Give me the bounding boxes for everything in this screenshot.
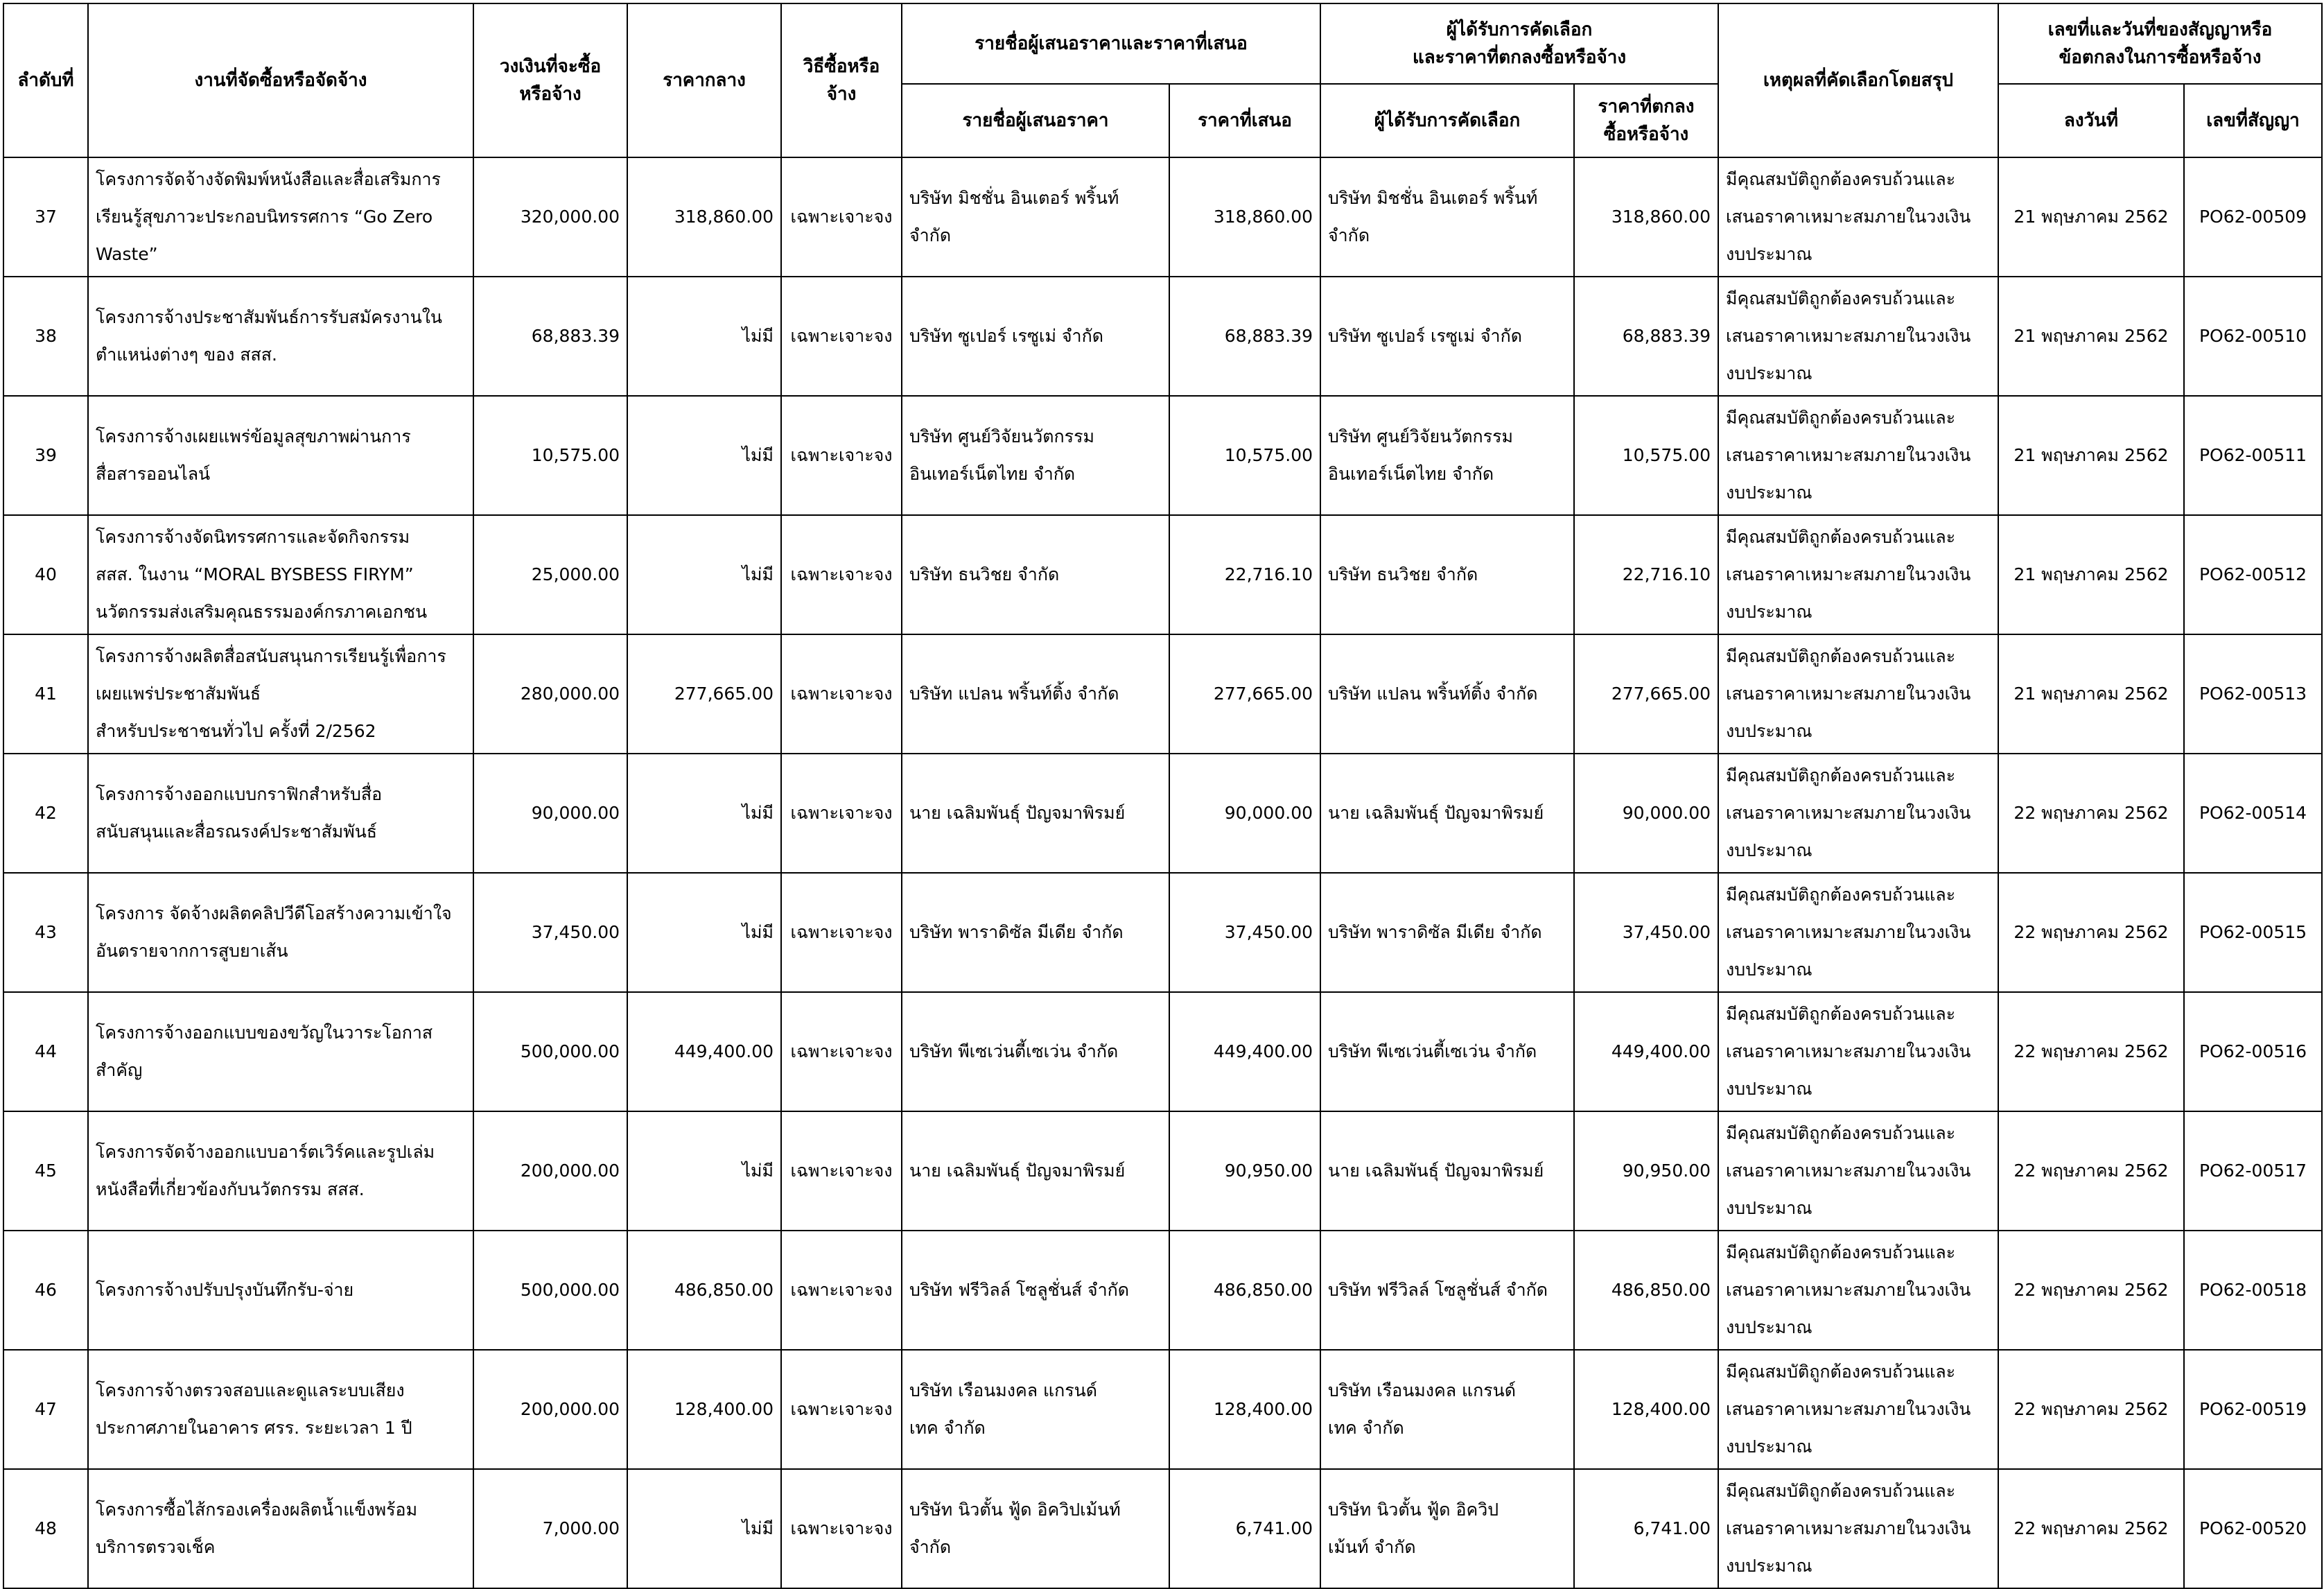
cell-selected: บริษัท ธนวิชย จำกัด (1320, 515, 1574, 634)
cell-contract-no: PO62-00512 (2184, 515, 2322, 634)
cell-bidder: บริษัท ธนวิชย จำกัด (902, 515, 1169, 634)
cell-project: โครงการจ้างผลิตสื่อสนับสนุนการเรียนรู้เพื่อการ เผยแพร่ประชาสัมพันธ์ สำหรับประชาชนทั่วไป ครั้งที่ 2/2562 (88, 634, 473, 754)
cell-budget: 200,000.00 (473, 1111, 627, 1231)
cell-reason: มีคุณสมบัติถูกต้องครบถ้วนและ เสนอราคาเหมาะสมภายในวงเงิน งบประมาณ (1718, 1231, 1998, 1350)
cell-bidder: บริษัท นิวตั้น ฟู้ด อิควิปเม้นท์ จำกัด (902, 1469, 1169, 1588)
cell-budget: 37,450.00 (473, 873, 627, 992)
cell-project: โครงการจัดจ้างจัดพิมพ์หนังสือและสื่อเสริมการ เรียนรู้สุขภาวะประกอบนิทรรศการ “Go Zero Waste” (88, 157, 473, 277)
header-date: ลงวันที่ (1998, 84, 2184, 157)
cell-method: เฉพาะเจาะจง (781, 1350, 902, 1469)
cell-budget: 68,883.39 (473, 277, 627, 396)
cell-project: โครงการซื้อไส้กรองเครื่องผลิตน้ำแข็งพร้อม บริการตรวจเช็ค (88, 1469, 473, 1588)
table-row (3, 754, 2322, 873)
cell-bid-price: 128,400.00 (1169, 1350, 1320, 1469)
table-body (3, 157, 2322, 1588)
header-no: ลำดับที่ (3, 3, 88, 157)
cell-date: 22 พฤษภาคม 2562 (1998, 873, 2184, 992)
cell-contract-no: PO62-00520 (2184, 1469, 2322, 1588)
cell-bidder: บริษัท ศูนย์วิจัยนวัตกรรม อินเทอร์เน็ตไทย จำกัด (902, 396, 1169, 515)
cell-contract-no: PO62-00518 (2184, 1231, 2322, 1350)
cell-method: เฉพาะเจาะจง (781, 1111, 902, 1231)
header-budget: วงเงินที่จะซื้อ หรือจ้าง (473, 3, 627, 157)
table-row (3, 396, 2322, 515)
cell-median-price: ไม่มี (627, 873, 781, 992)
cell-selected: บริษัท นิวตั้น ฟู้ด อิควิป เม้นท์ จำกัด (1320, 1469, 1574, 1588)
cell-no: 38 (3, 277, 88, 396)
cell-contract-no: PO62-00517 (2184, 1111, 2322, 1231)
cell-date: 22 พฤษภาคม 2562 (1998, 1350, 2184, 1469)
table-row (3, 277, 2322, 396)
cell-date: 22 พฤษภาคม 2562 (1998, 1469, 2184, 1588)
cell-bidder: บริษัท เรือนมงคล แกรนด์ เทค จำกัด (902, 1350, 1169, 1469)
cell-reason: มีคุณสมบัติถูกต้องครบถ้วนและ เสนอราคาเหมาะสมภายในวงเงิน งบประมาณ (1718, 754, 1998, 873)
header-method: วิธีซื้อหรือจ้าง (781, 3, 902, 157)
cell-bid-price: 277,665.00 (1169, 634, 1320, 754)
cell-bid-price: 90,000.00 (1169, 754, 1320, 873)
cell-bid-price: 10,575.00 (1169, 396, 1320, 515)
table-row (3, 992, 2322, 1111)
cell-contract-no: PO62-00511 (2184, 396, 2322, 515)
cell-median-price: ไม่มี (627, 754, 781, 873)
cell-contract-no: PO62-00510 (2184, 277, 2322, 396)
header-agreed-price: ราคาที่ตกลง ซื้อหรือจ้าง (1574, 84, 1718, 157)
cell-budget: 200,000.00 (473, 1350, 627, 1469)
cell-date: 22 พฤษภาคม 2562 (1998, 754, 2184, 873)
cell-method: เฉพาะเจาะจง (781, 1231, 902, 1350)
cell-project: โครงการ จัดจ้างผลิตคลิปวีดีโอสร้างความเข้าใจ อันตรายจากการสูบยาเส้น (88, 873, 473, 992)
cell-method: เฉพาะเจาะจง (781, 1469, 902, 1588)
cell-date: 22 พฤษภาคม 2562 (1998, 1231, 2184, 1350)
cell-budget: 25,000.00 (473, 515, 627, 634)
cell-selected: บริษัท ซูเปอร์ เรซูเม่ จำกัด (1320, 277, 1574, 396)
cell-contract-no: PO62-00509 (2184, 157, 2322, 277)
cell-reason: มีคุณสมบัติถูกต้องครบถ้วนและ เสนอราคาเหมาะสมภายในวงเงิน งบประมาณ (1718, 873, 1998, 992)
cell-budget: 320,000.00 (473, 157, 627, 277)
cell-no: 46 (3, 1231, 88, 1350)
cell-median-price: ไม่มี (627, 396, 781, 515)
cell-bid-price: 22,716.10 (1169, 515, 1320, 634)
cell-no: 40 (3, 515, 88, 634)
procurement-table (3, 3, 2323, 1589)
cell-median-price: 486,850.00 (627, 1231, 781, 1350)
cell-no: 42 (3, 754, 88, 873)
cell-method: เฉพาะเจาะจง (781, 277, 902, 396)
table-row (3, 515, 2322, 634)
cell-bidder: บริษัท พีเซเว่นตี้เซเว่น จำกัด (902, 992, 1169, 1111)
cell-method: เฉพาะเจาะจง (781, 515, 902, 634)
cell-median-price: ไม่มี (627, 515, 781, 634)
cell-budget: 500,000.00 (473, 1231, 627, 1350)
cell-agreed-price: 486,850.00 (1574, 1231, 1718, 1350)
cell-reason: มีคุณสมบัติถูกต้องครบถ้วนและ เสนอราคาเหมาะสมภายในวงเงิน งบประมาณ (1718, 1350, 1998, 1469)
cell-agreed-price: 318,860.00 (1574, 157, 1718, 277)
cell-budget: 10,575.00 (473, 396, 627, 515)
cell-selected: บริษัท ฟรีวิลล์ โซลูชั่นส์ จำกัด (1320, 1231, 1574, 1350)
cell-reason: มีคุณสมบัติถูกต้องครบถ้วนและ เสนอราคาเหมาะสมภายในวงเงิน งบประมาณ (1718, 277, 1998, 396)
table-row (3, 873, 2322, 992)
cell-median-price: 318,860.00 (627, 157, 781, 277)
cell-median-price: ไม่มี (627, 277, 781, 396)
cell-project: โครงการจ้างออกแบบของขวัญในวาระโอกาส สำคัญ (88, 992, 473, 1111)
cell-median-price: 128,400.00 (627, 1350, 781, 1469)
header-bidder-name: รายชื่อผู้เสนอราคา (902, 84, 1169, 157)
cell-bid-price: 6,741.00 (1169, 1469, 1320, 1588)
table-header (3, 3, 2322, 157)
table-row (3, 1469, 2322, 1588)
cell-no: 39 (3, 396, 88, 515)
cell-budget: 280,000.00 (473, 634, 627, 754)
header-bid-price: ราคาที่เสนอ (1169, 84, 1320, 157)
cell-method: เฉพาะเจาะจง (781, 396, 902, 515)
cell-bidder: นาย เฉลิมพันธุ์ ปัญจมาพิรมย์ (902, 754, 1169, 873)
table-row (3, 1231, 2322, 1350)
cell-bidder: นาย เฉลิมพันธุ์ ปัญจมาพิรมย์ (902, 1111, 1169, 1231)
cell-no: 43 (3, 873, 88, 992)
cell-median-price: ไม่มี (627, 1111, 781, 1231)
cell-date: 21 พฤษภาคม 2562 (1998, 396, 2184, 515)
cell-budget: 90,000.00 (473, 754, 627, 873)
cell-selected: บริษัท แปลน พริ้นท์ติ้ง จำกัด (1320, 634, 1574, 754)
header-selected-name: ผู้ได้รับการคัดเลือก (1320, 84, 1574, 157)
cell-agreed-price: 10,575.00 (1574, 396, 1718, 515)
cell-reason: มีคุณสมบัติถูกต้องครบถ้วนและ เสนอราคาเหมาะสมภายในวงเงิน งบประมาณ (1718, 992, 1998, 1111)
cell-method: เฉพาะเจาะจง (781, 157, 902, 277)
cell-method: เฉพาะเจาะจง (781, 754, 902, 873)
cell-date: 22 พฤษภาคม 2562 (1998, 1111, 2184, 1231)
cell-reason: มีคุณสมบัติถูกต้องครบถ้วนและ เสนอราคาเหมาะสมภายในวงเงิน งบประมาณ (1718, 1111, 1998, 1231)
cell-selected: บริษัท เรือนมงคล แกรนด์ เทค จำกัด (1320, 1350, 1574, 1469)
cell-agreed-price: 449,400.00 (1574, 992, 1718, 1111)
cell-project: โครงการจ้างปรับปรุงบันทึกรับ-จ่าย (88, 1231, 473, 1350)
cell-project: โครงการจ้างตรวจสอบและดูแลระบบเสียง ประกาศภายในอาคาร ศรร. ระยะเวลา 1 ปี (88, 1350, 473, 1469)
cell-reason: มีคุณสมบัติถูกต้องครบถ้วนและ เสนอราคาเหมาะสมภายในวงเงิน งบประมาณ (1718, 634, 1998, 754)
table-row (3, 157, 2322, 277)
cell-median-price: ไม่มี (627, 1469, 781, 1588)
cell-project: โครงการจ้างประชาสัมพันธ์การรับสมัครงานใน ตำแหน่งต่างๆ ของ สสส. (88, 277, 473, 396)
cell-reason: มีคุณสมบัติถูกต้องครบถ้วนและ เสนอราคาเหมาะสมภายในวงเงิน งบประมาณ (1718, 515, 1998, 634)
cell-date: 22 พฤษภาคม 2562 (1998, 992, 2184, 1111)
cell-agreed-price: 90,950.00 (1574, 1111, 1718, 1231)
cell-bidder: บริษัท พาราดิซัล มีเดีย จำกัด (902, 873, 1169, 992)
cell-contract-no: PO62-00514 (2184, 754, 2322, 873)
cell-agreed-price: 22,716.10 (1574, 515, 1718, 634)
cell-bidder: บริษัท แปลน พริ้นท์ติ้ง จำกัด (902, 634, 1169, 754)
cell-agreed-price: 68,883.39 (1574, 277, 1718, 396)
cell-selected: บริษัท ศูนย์วิจัยนวัตกรรม อินเทอร์เน็ตไทย จำกัด (1320, 396, 1574, 515)
cell-agreed-price: 128,400.00 (1574, 1350, 1718, 1469)
cell-date: 21 พฤษภาคม 2562 (1998, 634, 2184, 754)
cell-no: 41 (3, 634, 88, 754)
cell-project: โครงการจ้างจัดนิทรรศการและจัดกิจกรรม สสส. ในงาน “MORAL BYSBESS FIRYM” นวัตกรรมส่งเสริมคุณธรรมองค์กรภาคเอกชน (88, 515, 473, 634)
cell-no: 47 (3, 1350, 88, 1469)
cell-contract-no: PO62-00513 (2184, 634, 2322, 754)
cell-reason: มีคุณสมบัติถูกต้องครบถ้วนและ เสนอราคาเหมาะสมภายในวงเงิน งบประมาณ (1718, 1469, 1998, 1588)
cell-no: 48 (3, 1469, 88, 1588)
cell-budget: 500,000.00 (473, 992, 627, 1111)
cell-selected: บริษัท มิชชั่น อินเตอร์ พริ้นท์ จำกัด (1320, 157, 1574, 277)
cell-project: โครงการจ้างออกแบบกราฟิกสำหรับสื่อ สนับสนุนและสื่อรณรงค์ประชาสัมพันธ์ (88, 754, 473, 873)
cell-agreed-price: 6,741.00 (1574, 1469, 1718, 1588)
cell-selected: นาย เฉลิมพันธุ์ ปัญจมาพิรมย์ (1320, 1111, 1574, 1231)
cell-agreed-price: 37,450.00 (1574, 873, 1718, 992)
cell-no: 37 (3, 157, 88, 277)
cell-bidder: บริษัท ซูเปอร์ เรซูเม่ จำกัด (902, 277, 1169, 396)
procurement-document (3, 3, 2323, 1589)
header-contract-no: เลขที่สัญญา (2184, 84, 2322, 157)
cell-method: เฉพาะเจาะจง (781, 634, 902, 754)
cell-bid-price: 68,883.39 (1169, 277, 1320, 396)
cell-bid-price: 449,400.00 (1169, 992, 1320, 1111)
cell-method: เฉพาะเจาะจง (781, 873, 902, 992)
cell-date: 21 พฤษภาคม 2562 (1998, 277, 2184, 396)
header-median-price: ราคากลาง (627, 3, 781, 157)
cell-median-price: 449,400.00 (627, 992, 781, 1111)
cell-budget: 7,000.00 (473, 1469, 627, 1588)
header-project: งานที่จัดซื้อหรือจัดจ้าง (88, 3, 473, 157)
cell-method: เฉพาะเจาะจง (781, 992, 902, 1111)
cell-date: 21 พฤษภาคม 2562 (1998, 515, 2184, 634)
cell-bidder: บริษัท ฟรีวิลล์ โซลูชั่นส์ จำกัด (902, 1231, 1169, 1350)
cell-agreed-price: 277,665.00 (1574, 634, 1718, 754)
cell-selected: นาย เฉลิมพันธุ์ ปัญจมาพิรมย์ (1320, 754, 1574, 873)
header-contract-group: เลขที่และวันที่ของสัญญาหรือ ข้อตกลงในการซื้อหรือจ้าง (1998, 3, 2322, 84)
table-row (3, 634, 2322, 754)
cell-bid-price: 90,950.00 (1169, 1111, 1320, 1231)
cell-bid-price: 486,850.00 (1169, 1231, 1320, 1350)
cell-median-price: 277,665.00 (627, 634, 781, 754)
cell-date: 21 พฤษภาคม 2562 (1998, 157, 2184, 277)
cell-selected: บริษัท พาราดิซัล มีเดีย จำกัด (1320, 873, 1574, 992)
table-row (3, 1111, 2322, 1231)
header-selected-group: ผู้ได้รับการคัดเลือก และราคาที่ตกลงซื้อหรือจ้าง (1320, 3, 1718, 84)
cell-contract-no: PO62-00519 (2184, 1350, 2322, 1469)
cell-contract-no: PO62-00515 (2184, 873, 2322, 992)
cell-no: 44 (3, 992, 88, 1111)
cell-reason: มีคุณสมบัติถูกต้องครบถ้วนและ เสนอราคาเหมาะสมภายในวงเงิน งบประมาณ (1718, 396, 1998, 515)
cell-bidder: บริษัท มิชชั่น อินเตอร์ พริ้นท์ จำกัด (902, 157, 1169, 277)
header-bidders-group: รายชื่อผู้เสนอราคาและราคาที่เสนอ (902, 3, 1320, 84)
cell-reason: มีคุณสมบัติถูกต้องครบถ้วนและ เสนอราคาเหมาะสมภายในวงเงิน งบประมาณ (1718, 157, 1998, 277)
cell-selected: บริษัท พีเซเว่นตี้เซเว่น จำกัด (1320, 992, 1574, 1111)
cell-project: โครงการจัดจ้างออกแบบอาร์ตเวิร์คและรูปเล่ม หนังสือที่เกี่ยวข้องกับนวัตกรรม สสส. (88, 1111, 473, 1231)
table-row (3, 1350, 2322, 1469)
cell-agreed-price: 90,000.00 (1574, 754, 1718, 873)
cell-contract-no: PO62-00516 (2184, 992, 2322, 1111)
cell-bid-price: 318,860.00 (1169, 157, 1320, 277)
cell-bid-price: 37,450.00 (1169, 873, 1320, 992)
cell-no: 45 (3, 1111, 88, 1231)
header-reason: เหตุผลที่คัดเลือกโดยสรุป (1718, 3, 1998, 157)
cell-project: โครงการจ้างเผยแพร่ข้อมูลสุขภาพผ่านการ สื่อสารออนไลน์ (88, 396, 473, 515)
